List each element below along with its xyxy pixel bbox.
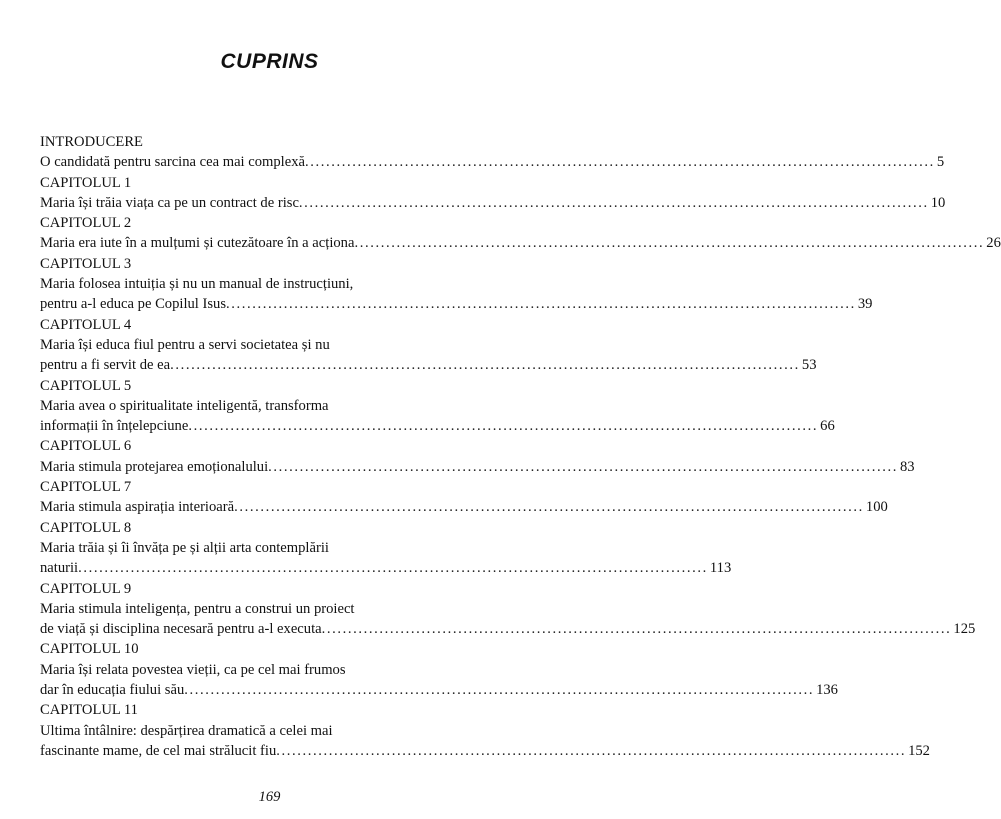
dot-leader: ........................................................................................................................	[298, 194, 929, 211]
toc-entry-line	[40, 538, 492, 558]
toc-entry	[40, 416, 835, 436]
entry-title: Maria era iute în a mulțumi și cutezătoare în a acționa	[40, 235, 355, 252]
dot-leader: ........................................................................................................................	[354, 235, 985, 252]
entry-page-number: 26	[986, 235, 1001, 252]
dot-leader: ........................................................................................................................	[234, 499, 864, 516]
entry-title: Maria își relata povestea vieții, ca pe cel mai frumos	[40, 661, 346, 678]
chapter-label: CAPITOLUL 7	[40, 479, 132, 496]
chapter-heading	[40, 213, 492, 233]
entry-title: O candidată pentru sarcina cea mai complexă	[40, 154, 305, 171]
entry-title: Maria stimula protejarea emoționalului	[40, 458, 269, 475]
chapter-label: CAPITOLUL 9	[40, 580, 132, 597]
entry-title: Maria stimula inteligența, pentru a construi un proiect	[40, 600, 355, 617]
entry-page-number: 100	[865, 499, 888, 516]
entry-page-number: 125	[953, 621, 976, 638]
entry-title: pentru a-l educa pe Copilul Isus	[40, 296, 227, 313]
entry-title: Maria folosea intuiția și nu un manual de instrucțiuni,	[40, 276, 354, 293]
toc-entry	[40, 619, 976, 639]
chapter-label: CAPITOLUL 3	[40, 255, 132, 272]
chapter-label: CAPITOLUL 2	[40, 215, 132, 232]
entry-title: Maria își educa fiul pentru a servi societatea și nu	[40, 336, 330, 353]
entry-title: naturii	[40, 560, 79, 577]
dot-leader: ........................................................................................................................	[305, 154, 935, 171]
chapter-label: CAPITOLUL 4	[40, 316, 132, 333]
chapter-heading	[40, 173, 492, 193]
chapter-label: CAPITOLUL 5	[40, 377, 132, 394]
entry-title: Maria avea o spiritualitate inteligentă, transforma	[40, 397, 329, 414]
chapter-heading	[40, 477, 492, 497]
entry-title: Maria trăia și îi învăța pe și alții arta contemplării	[40, 539, 329, 556]
entry-page-number: 39	[857, 296, 873, 313]
toc-entry	[40, 233, 1001, 253]
toc-entry-line	[40, 396, 492, 416]
entry-title: fascinante mame, de cel mai strălucit fiu	[40, 742, 277, 759]
chapter-heading	[40, 700, 492, 720]
dot-leader: ........................................................................................................................	[78, 560, 708, 577]
chapter-label: INTRODUCERE	[40, 134, 143, 150]
toc-entry	[40, 558, 732, 578]
chapter-heading	[40, 579, 492, 599]
chapter-heading	[40, 315, 492, 335]
toc-entry	[40, 193, 946, 213]
toc-entry	[40, 355, 817, 375]
chapter-label: CAPITOLUL 11	[40, 702, 138, 719]
toc-entry-line	[40, 721, 492, 741]
dot-leader: ........................................................................................................................	[170, 357, 800, 374]
entry-title: Maria își trăia viața ca pe un contract de risc	[40, 194, 299, 211]
toc-entry	[40, 152, 945, 172]
page-number: 169	[258, 789, 281, 805]
dot-leader: ........................................................................................................................	[276, 742, 907, 759]
dot-leader: ........................................................................................................................	[184, 682, 815, 699]
page-title: CUPRINS	[220, 50, 319, 73]
toc-entry-line	[40, 660, 492, 680]
table-of-contents	[40, 132, 1001, 761]
chapter-heading	[40, 132, 492, 152]
toc-entry-line	[40, 335, 492, 355]
dot-leader: ........................................................................................................................	[321, 621, 952, 638]
entry-page-number: 10	[930, 194, 946, 211]
entry-page-number: 136	[816, 682, 838, 699]
chapter-label: CAPITOLUL 10	[40, 641, 139, 658]
chapter-label: CAPITOLUL 1	[40, 174, 132, 191]
entry-page-number: 66	[820, 418, 835, 435]
entry-page-number: 53	[801, 357, 817, 374]
toc-entry-line	[40, 599, 492, 619]
dot-leader: ........................................................................................................................	[188, 418, 819, 435]
chapter-heading	[40, 639, 492, 659]
chapter-label: CAPITOLUL 6	[40, 438, 132, 455]
toc-entry	[40, 457, 915, 477]
toc-entry	[40, 497, 888, 517]
toc-entry	[40, 294, 873, 314]
entry-title: de viață și disciplina necesară pentru a-l executa	[40, 621, 322, 638]
entry-page-number: 5	[936, 154, 945, 171]
entry-title: informații în înțelepciune	[40, 418, 189, 435]
chapter-label: CAPITOLUL 8	[40, 519, 132, 536]
toc-entry	[40, 680, 838, 700]
toc-entry-line	[40, 274, 492, 294]
chapter-heading	[40, 376, 492, 396]
chapter-heading	[40, 518, 492, 538]
entry-page-number: 113	[709, 560, 732, 577]
toc-entry	[40, 741, 930, 761]
entry-title: Maria stimula aspirația interioară	[40, 499, 235, 516]
dot-leader: ........................................................................................................................	[268, 458, 898, 475]
chapter-heading	[40, 254, 492, 274]
dot-leader: ........................................................................................................................	[226, 296, 856, 313]
entry-title: Ultima întâlnire: despărțirea dramatică a celei mai	[40, 722, 333, 739]
chapter-heading	[40, 436, 492, 456]
entry-title: dar în educația fiului său	[40, 682, 185, 699]
entry-page-number: 83	[899, 458, 915, 475]
entry-title: pentru a fi servit de ea	[40, 357, 171, 374]
entry-page-number: 152	[908, 742, 930, 759]
